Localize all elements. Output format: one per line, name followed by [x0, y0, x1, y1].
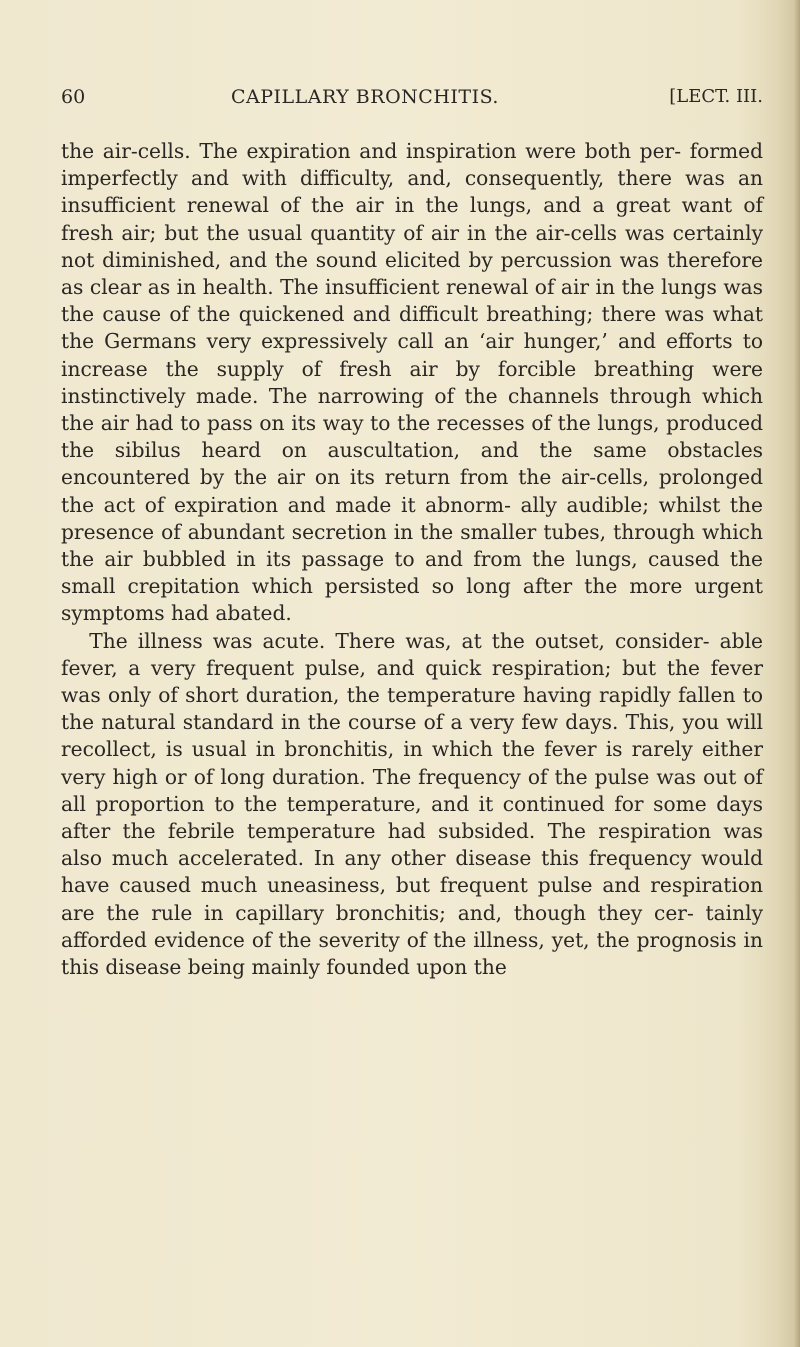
page-header [61, 86, 763, 116]
page-edge-shadow [794, 0, 800, 1347]
paragraph-1: the air-cells. The expiration and inspiration were both per- formed imperfectly and with difficulty, and, consequently, there was an insufficient renewal of the air in the lungs, and a great want of fresh air; but the usual quantity of air in the air-cells was certainly not diminished, and the sound elicited by percussion was therefore as clear as in health. The insufficient renewal of air in the lungs was the cause of the quickened and difficult breathing; there was what the Germans very expressively call an ‘air hunger,’ and efforts to increase the supply of fresh air by forcible breathing were instinctively made. The narrowing of the channels through which the air had to pass on its way to the recesses of the lungs, produced the sibilus heard on auscultation, and the same obstacles encountered by the air on its return from the air-cells, prolonged the act of expiration and made it abnorm- ally audible; whilst the presence of abundant secretion in the smaller tubes, through which the air bubbled in its passage to and from the lungs, caused the small crepitation which persisted so long after the more urgent symptoms had abated. [61, 139, 763, 626]
running-head: CAPILLARY BRONCHITIS. [231, 86, 499, 108]
page-number: 60 [61, 86, 86, 108]
body-text [61, 138, 763, 981]
paragraph-2: The illness was acute. There was, at the outset, consider- able fever, a very frequent pulse, and quick respiration; but the fever was only of short duration, the temperature having rapidly fallen to the natural standard in the course of a very few days. This, you will recollect, is usual in bronchitis, in which the fever is rarely either very high or of long duration. The frequency of the pulse was out of all proportion to the temperature, and it continued for some days after the febrile temperature had subsided. The respiration was also much accelerated. In any other disease this frequency would have caused much uneasiness, but frequent pulse and respiration are the rule in capillary bronchitis; and, though they cer- tainly afforded evidence of the severity of the illness, yet, the prognosis in this disease being mainly founded upon the [61, 628, 763, 980]
section-reference: [LECT. III. [669, 86, 763, 107]
